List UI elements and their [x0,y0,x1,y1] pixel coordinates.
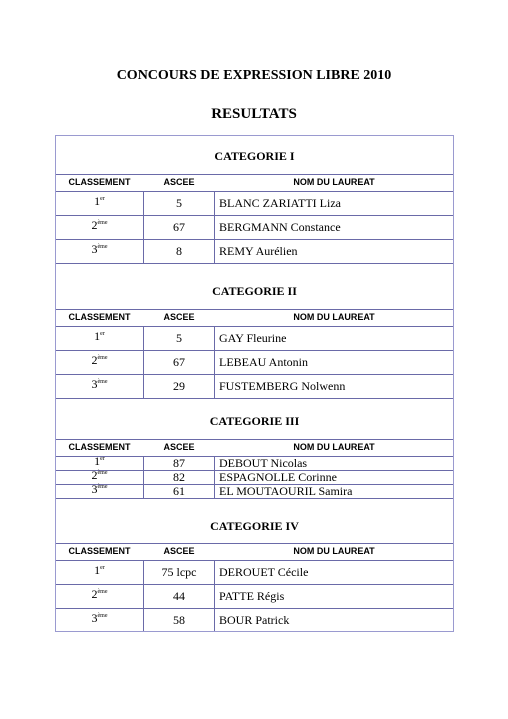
ascee-cell: 5 [143,192,215,215]
name-cell: BERGMANN Constance [219,220,341,234]
name-cell: LEBEAU Antonin [219,355,308,369]
header-ascee: ASCEE [163,546,195,556]
header-ascee: ASCEE [163,177,195,187]
rank-cell: 2ème [91,218,108,232]
category-title: CATEGORIE IV [210,519,299,533]
document-title: CONCOURS DE EXPRESSION LIBRE 2010 [116,68,392,83]
rank-cell: 2ème [91,353,108,367]
name-cell: ESPAGNOLLE Corinne [219,470,337,484]
header-ascee: ASCEE [163,312,195,322]
ascee-cell: 29 [143,375,215,398]
rank-cell: 2ème [91,468,108,482]
header-rank: CLASSEMENT [68,546,131,556]
ascee-cell: 61 [143,485,215,498]
rank-cell: 3ème [91,242,108,256]
rank-cell: 1er [94,454,105,468]
header-ascee: ASCEE [163,442,195,452]
table-row [56,561,453,585]
rank-cell: 3ème [91,377,108,391]
table-row [56,192,453,216]
name-cell: GAY Fleurine [219,331,287,345]
name-cell: BLANC ZARIATTI Liza [219,196,341,210]
results-table [55,135,454,632]
table-row [56,327,453,351]
table-header [56,543,453,561]
table-row [56,468,453,485]
name-cell: DEBOUT Nicolas [219,456,308,470]
category-title: CATEGORIE I [214,149,295,163]
ascee-cell: 58 [143,609,215,631]
table-row [56,454,453,471]
table-row [56,482,453,499]
header-name: NOM DU LAUREAT [293,312,375,322]
name-cell: PATTE Régis [219,589,285,603]
rank-cell: 1er [94,329,105,343]
header-name: NOM DU LAUREAT [293,177,375,187]
table-row [56,351,453,375]
ascee-cell: 67 [143,351,215,374]
table-row [56,375,453,399]
table-row [56,585,453,609]
rank-cell: 3ème [91,482,108,496]
table-row [56,609,453,631]
ascee-cell: 5 [143,327,215,350]
table-header [56,309,453,327]
header-rank: CLASSEMENT [68,177,131,187]
ascee-cell: 44 [143,585,215,608]
table-header [56,439,453,457]
name-cell: REMY Aurélien [219,244,298,258]
ascee-cell: 67 [143,216,215,239]
header-rank: CLASSEMENT [68,312,131,322]
table-row [56,216,453,240]
ascee-cell: 8 [143,240,215,263]
header-name: NOM DU LAUREAT [293,442,375,452]
header-name: NOM DU LAUREAT [293,546,375,556]
document-subtitle: RESULTATS [211,106,297,122]
rank-cell: 2ème [91,587,108,601]
category-title: CATEGORIE II [212,284,297,298]
rank-cell: 1er [94,194,105,208]
name-cell: EL MOUTAOURIL Samira [219,484,353,498]
ascee-cell: 82 [143,471,215,484]
name-cell: DEROUET Cécile [219,565,309,579]
rank-cell: 1er [94,563,105,577]
table-row [56,240,453,264]
ascee-cell: 75 lcpc [143,561,215,584]
ascee-cell: 87 [143,457,215,470]
name-cell: FUSTEMBERG Nolwenn [219,379,346,393]
rank-cell: 3ème [91,610,108,625]
name-cell: BOUR Patrick [219,612,290,627]
category-title: CATEGORIE III [209,414,300,428]
table-header [56,174,453,192]
header-rank: CLASSEMENT [68,442,131,452]
